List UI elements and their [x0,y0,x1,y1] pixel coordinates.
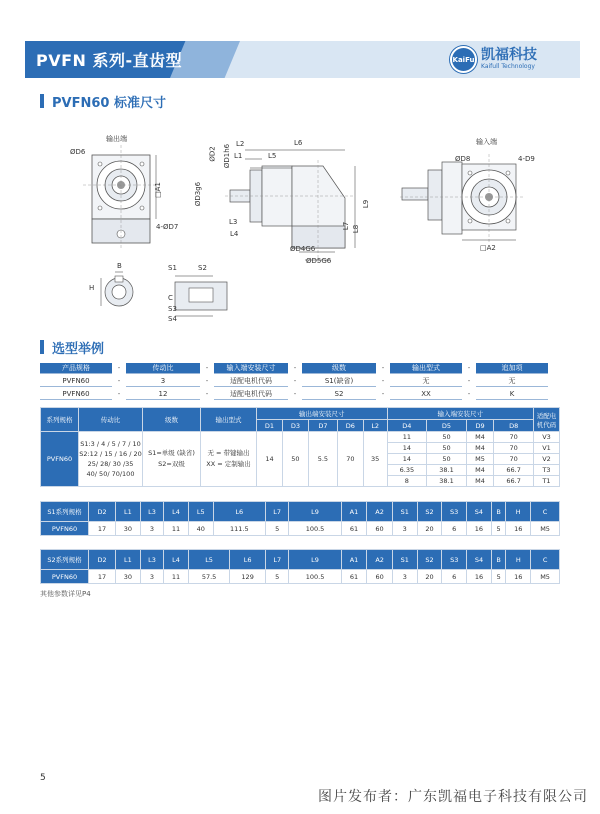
value-cell: 6 [442,522,467,536]
val-d8: 70 [494,443,534,454]
sel-cell: 适配电机代码 [214,376,288,387]
value-cell: 100.5 [289,570,341,584]
val-motor-code: V2 [534,454,560,465]
ratios-cell [79,432,143,487]
val-d9: M4 [466,476,494,487]
sel-sep: - [381,377,385,385]
label-d8: ØD8 [455,155,471,163]
label-l4: L4 [230,230,239,238]
value-cell: M5 [531,522,560,536]
col-d5: D5 [427,420,467,432]
section-title-selection: 选型举例 [52,342,105,357]
label-a2: □A2 [480,244,496,252]
label-d2: ØD2 [208,146,217,162]
sel-cell: 无 [476,376,548,387]
stage-cell [143,432,201,487]
val-d8: 66.7 [494,465,534,476]
val-d8: 70 [494,432,534,443]
sel-header: 输出型式 [390,363,462,374]
col-header: S2 [417,550,442,570]
value-cell: 61 [341,570,367,584]
val-d7: 5.5 [308,432,337,487]
value-cell: 16 [506,522,531,536]
ratios-line: 40/ 50/ 70/100 [86,470,135,478]
table-row [41,432,560,443]
col-header: L4 [164,502,189,522]
col-header: S4 [467,502,492,522]
label-s3: S3 [168,305,177,313]
col-header: L1 [116,502,141,522]
value-cell: M5 [531,570,560,584]
label-s4: S4 [168,315,177,323]
sel-cell: XX [390,389,462,400]
sel-cell: S1(缺省) [302,376,376,387]
s2-header-row [41,550,560,570]
value-cell: 57.5 [188,570,229,584]
label-l5: L5 [268,152,277,160]
output-line: 无 = 带键输出 [207,449,250,457]
value-cell: 16 [467,522,492,536]
val-d5: 50 [427,432,467,443]
col-header: L3 [140,502,163,522]
value-cell: 5 [265,522,288,536]
sel-sep: - [205,390,209,398]
ratios-line: S2:12 / 15 / 16 / 20 [79,450,142,458]
col-model: 系列规格 [41,408,79,432]
stage-line: S1=单级 (缺省) [148,449,195,457]
val-motor-code: T3 [534,465,560,476]
label-l1: L1 [234,152,243,160]
col-header: L6 [213,502,265,522]
label-d7: 4-ØD7 [156,223,179,231]
spec-table [40,407,560,487]
value-cell: 5 [491,522,506,536]
val-d4: 14 [387,454,427,465]
output-line: XX = 定制输出 [206,460,251,468]
value-cell: 40 [188,522,213,536]
sel-header: 产品规格 [40,363,112,374]
val-d4: 11 [387,432,427,443]
label-output-end: 输出端 [106,135,127,143]
label-d9: 4-D9 [518,155,535,163]
val-d5: 38.1 [427,465,467,476]
col-header: L9 [289,502,341,522]
section-marker [40,94,44,108]
label-s1: S1 [168,264,177,272]
model-cell: PVFN60 [41,522,89,536]
col-header: A1 [341,502,367,522]
sel-cell: K [476,389,548,400]
section-title-dimensions: PVFN60 标准尺寸 [52,96,166,111]
label-l7: L7 [342,221,351,231]
col-header: S1 [392,502,417,522]
value-cell: 16 [467,570,492,584]
val-d5: 50 [427,443,467,454]
col-header: D2 [89,502,116,522]
col-d3: D3 [282,420,308,432]
col-header: L7 [265,502,288,522]
sel-sep: - [467,364,471,372]
label-d3: ØD3g6 [194,181,203,207]
col-stage: 级数 [143,408,201,432]
sel-sep: - [117,377,121,385]
col-header: A2 [367,550,393,570]
col-d4: D4 [387,420,427,432]
section-marker [40,340,44,354]
col-d9: D9 [466,420,494,432]
col-header: C [531,550,560,570]
group-output: 输出端安装尺寸 [257,408,388,420]
sel-header: 传动比 [126,363,200,374]
label-h: H [89,284,95,292]
col-header: L1 [116,550,141,570]
value-cell: 11 [164,522,189,536]
col-header: L7 [266,550,289,570]
col-header: H [506,550,531,570]
val-d4: 8 [387,476,427,487]
val-d4: 6.35 [387,465,427,476]
value-cell: 3 [392,522,417,536]
sel-cell: 无 [390,376,462,387]
s1-header-row [41,502,560,522]
sel-sep: - [467,390,471,398]
val-d8: 70 [494,454,534,465]
label-l6: L6 [294,139,303,147]
model-cell: PVFN60 [41,570,89,584]
page-number: 5 [40,773,46,783]
col-d1: D1 [257,420,283,432]
col-header: S2系列规格 [41,550,89,570]
sel-cell: 3 [126,376,200,387]
sel-sep: - [381,390,385,398]
sel-sep: - [205,364,209,372]
col-header: D2 [89,550,116,570]
sel-cell: PVFN60 [40,389,112,400]
sel-sep: - [293,364,297,372]
value-cell: 16 [506,570,531,584]
col-ratio: 传动比 [79,408,143,432]
value-cell: 17 [89,522,116,536]
shaft-key-section [95,268,145,318]
val-motor-code: V1 [534,443,560,454]
val-d8: 66.7 [494,476,534,487]
s1-dimension-table [40,501,560,536]
publisher-watermark: 图片发布者：广东凯福电子科技有限公司 [318,789,588,805]
sel-header: 输入端安装尺寸 [214,363,288,374]
sel-sep: - [117,390,121,398]
val-d3: 50 [282,432,308,487]
footnote: 其他参数详见P4 [40,590,91,598]
value-cell: 5 [266,570,289,584]
value-cell: 3 [392,570,417,584]
col-header: S2 [417,502,442,522]
col-motor-code: 适配电机代码 [534,408,560,432]
label-b: B [117,262,122,270]
logo-mark: KaiFu [450,46,477,73]
col-header: L3 [140,550,163,570]
value-cell: 30 [116,570,141,584]
val-d9: M5 [466,454,494,465]
label-a1: □A1 [153,182,162,198]
sel-cell: S2 [302,389,376,400]
value-cell: 111.5 [213,522,265,536]
value-cell: 20 [417,570,442,584]
selection-row [40,376,562,387]
val-motor-code: T1 [534,476,560,487]
sel-sep: - [381,364,385,372]
col-header: L6 [230,550,266,570]
sel-sep: - [293,390,297,398]
col-l2: L2 [363,420,387,432]
val-d9: M4 [466,443,494,454]
val-d5: 50 [427,454,467,465]
val-d9: M4 [466,432,494,443]
val-motor-code: V3 [534,432,560,443]
col-header: L5 [188,502,213,522]
sel-sep: - [205,377,209,385]
sel-header: 级数 [302,363,376,374]
ratios-line: 25/ 28/ 30 /35 [87,460,134,468]
group-input: 输入端安装尺寸 [387,408,533,420]
label-c: C [168,294,173,302]
label-s2: S2 [198,264,207,272]
val-d1: 14 [257,432,283,487]
sel-cell: PVFN60 [40,376,112,387]
col-header: B [491,550,506,570]
logo-en: Kaifull Technology [481,63,535,70]
model-cell: PVFN60 [41,432,79,487]
val-d4: 14 [387,443,427,454]
selection-example [40,363,562,402]
company-logo [450,46,537,73]
value-cell: 3 [140,522,163,536]
col-header: S3 [442,502,467,522]
selection-row [40,389,562,400]
val-d5: 38.1 [427,476,467,487]
col-d8: D8 [494,420,534,432]
label-d1: ØD1h6 [223,143,232,169]
label-d5: ØD5G6 [306,257,332,265]
selection-header-row [40,363,562,374]
col-d7: D7 [308,420,337,432]
value-cell: 129 [230,570,266,584]
sel-sep: - [467,377,471,385]
value-cell: 60 [367,522,393,536]
sel-sep: - [293,377,297,385]
value-cell: 11 [164,570,189,584]
col-header: L4 [164,550,189,570]
label-l2: L2 [236,140,245,148]
table-row [41,570,560,584]
label-l9: L9 [362,199,371,209]
col-header: C [531,502,560,522]
output-type-cell [201,432,257,487]
col-header: H [506,502,531,522]
sel-cell: 适配电机代码 [214,389,288,400]
label-l8: L8 [352,224,361,234]
label-d4: ØD4G6 [290,245,316,253]
col-header: S3 [442,550,467,570]
val-d9: M4 [466,465,494,476]
value-cell: 17 [89,570,116,584]
table-row [41,522,560,536]
label-d6: ØD6 [70,148,86,156]
ratios-line: S1:3 / 4 / 5 / 7 / 10 [80,440,141,448]
value-cell: 20 [417,522,442,536]
col-header: S1 [392,550,417,570]
col-header: S4 [467,550,492,570]
col-header: B [491,502,506,522]
sel-cell: 12 [126,389,200,400]
page-title: PVFN 系列-直齿型 [36,51,183,70]
col-output: 输出型式 [201,408,257,432]
logo-cn: 凯福科技 [481,47,537,63]
label-l3: L3 [229,218,238,226]
value-cell: 5 [491,570,506,584]
value-cell: 100.5 [289,522,341,536]
val-l2: 35 [363,432,387,487]
value-cell: 6 [442,570,467,584]
col-d6: D6 [337,420,363,432]
value-cell: 60 [367,570,393,584]
col-header: S1系列规格 [41,502,89,522]
col-header: A2 [367,502,393,522]
sel-sep: - [117,364,121,372]
input-end-view [400,150,530,250]
value-cell: 61 [341,522,367,536]
value-cell: 3 [140,570,163,584]
s2-dimension-table [40,549,560,584]
sel-header: 追加项 [476,363,548,374]
label-input-end: 输入端 [476,138,497,146]
val-d6: 70 [337,432,363,487]
col-header: A1 [341,550,367,570]
value-cell: 30 [116,522,141,536]
col-header: L9 [289,550,341,570]
stage-line: S2=双级 [158,460,185,468]
col-header: L5 [188,550,229,570]
